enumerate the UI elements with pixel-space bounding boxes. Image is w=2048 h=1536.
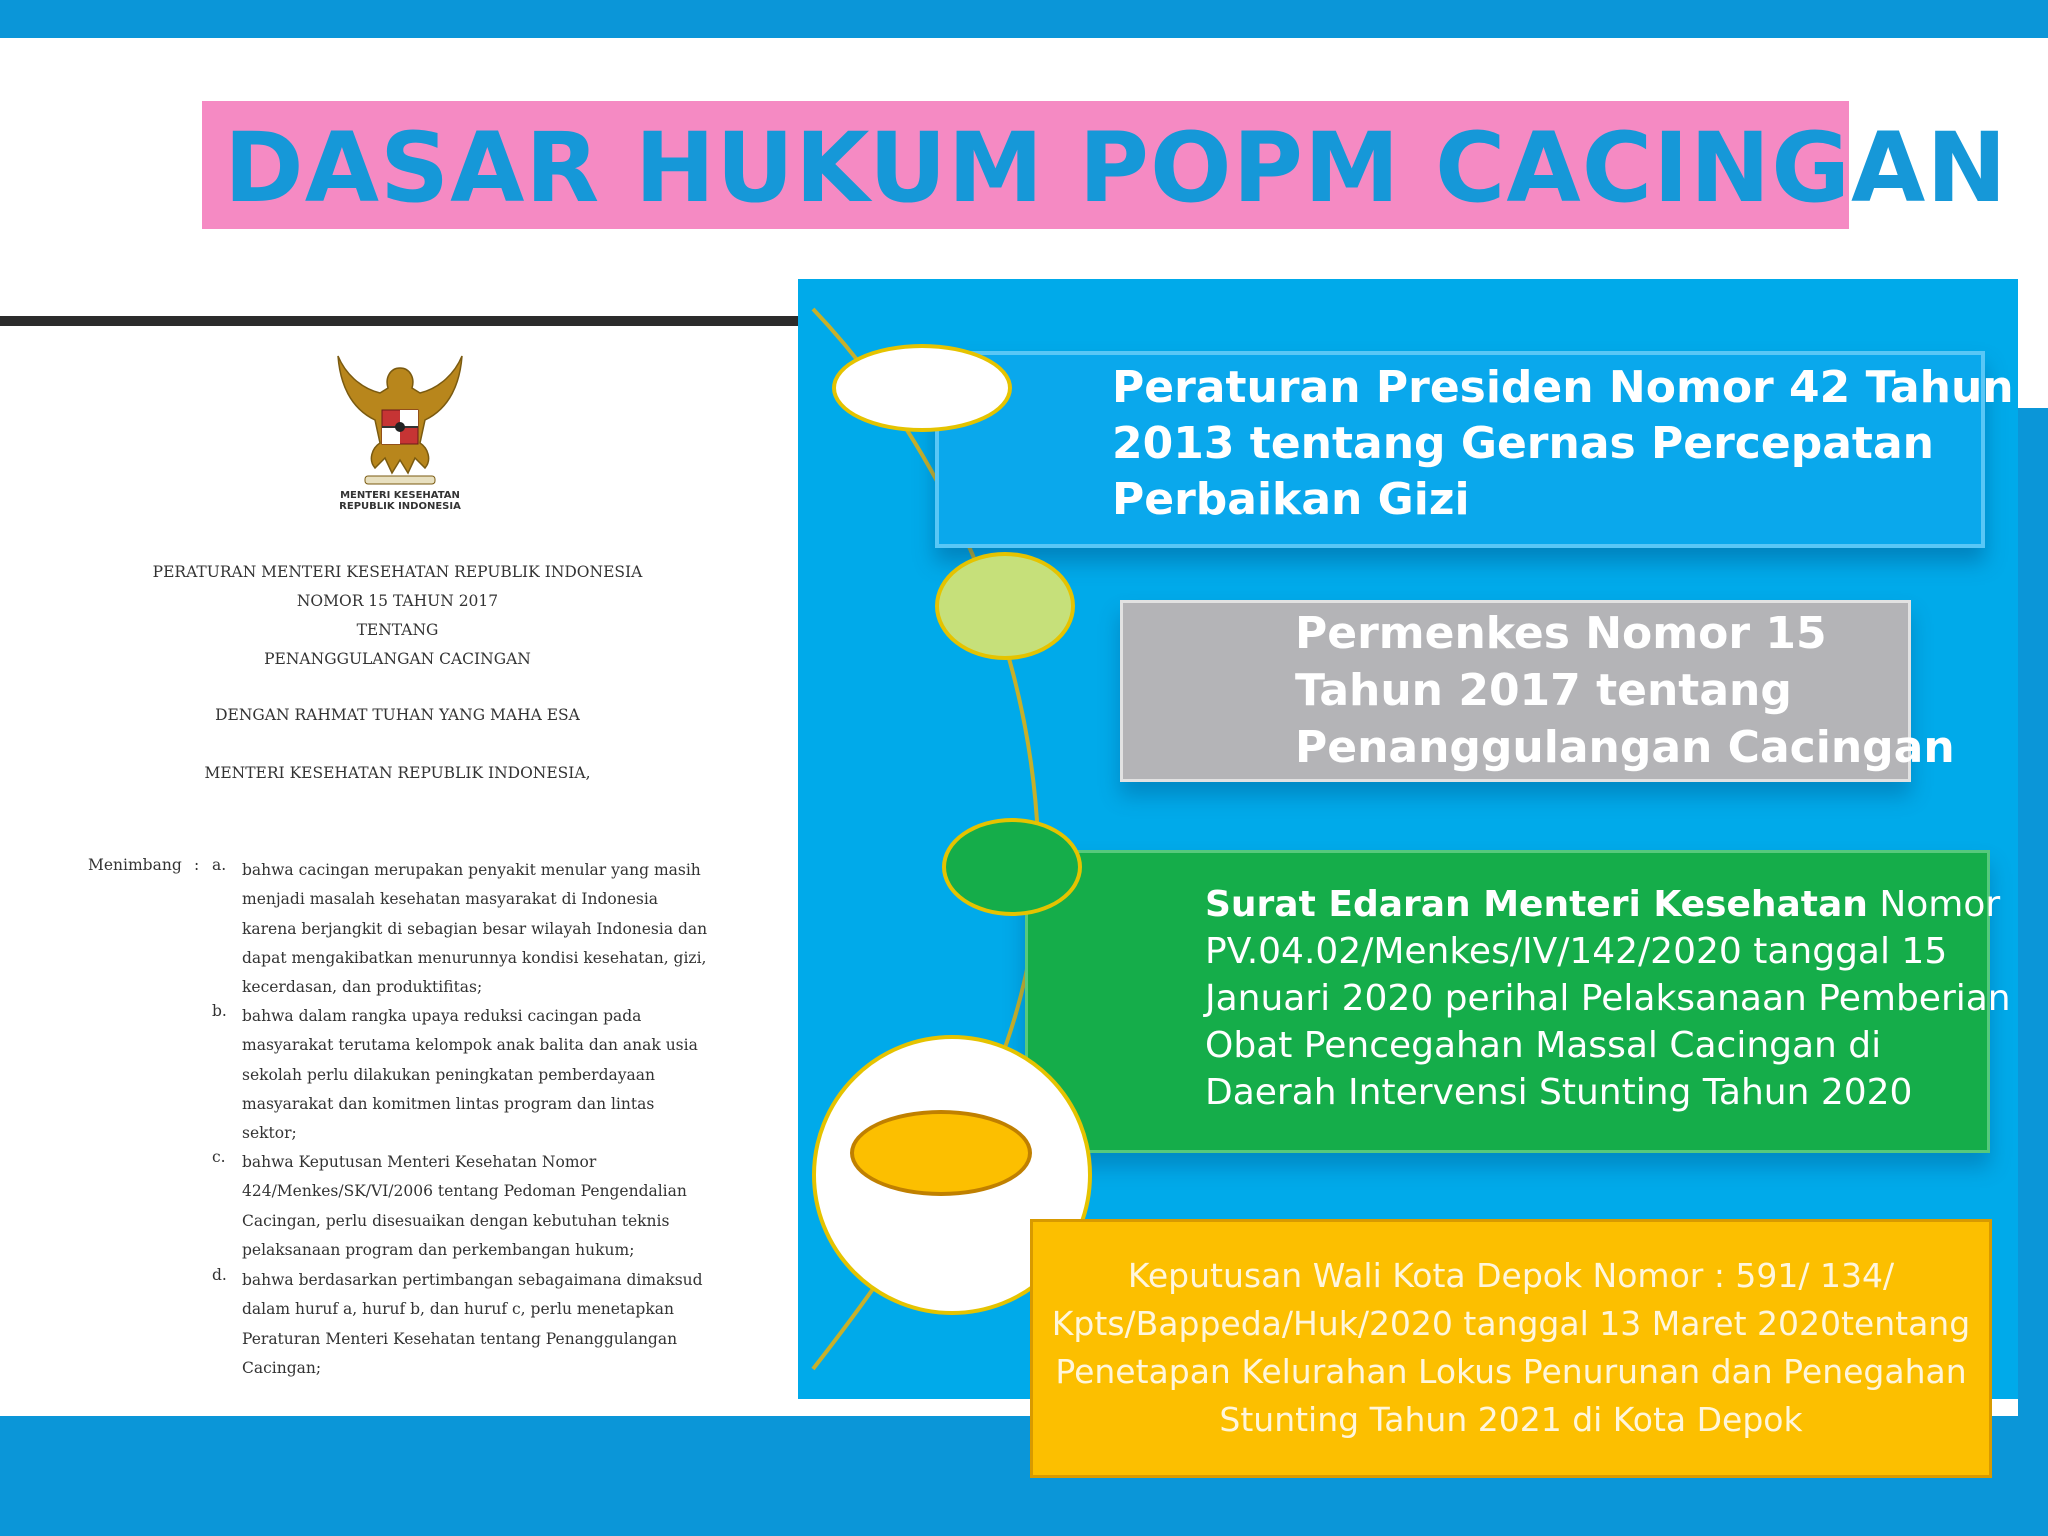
perpres-line: Perbaikan Gizi bbox=[1112, 474, 1470, 525]
item-b-line: masyarakat dan komitmen lintas program dan lintas bbox=[242, 1094, 655, 1113]
item-d-line: bahwa berdasarkan pertimbangan sebagaimana dimaksud bbox=[242, 1271, 703, 1289]
permenkes-text bbox=[1295, 605, 1955, 776]
item-c-line: Cacingan, perlu disesuaikan dengan kebutuhan teknis bbox=[242, 1211, 670, 1230]
surat-edaran-line: Daerah Intervensi Stunting Tahun 2020 bbox=[1205, 1072, 1913, 1113]
surat-edaran-title: Surat Edaran Menteri Kesehatan bbox=[1205, 884, 1868, 925]
surat-edaran-line: Obat Pencegahan Massal Cacingan di bbox=[1205, 1025, 1882, 1066]
item-c-line: pelaksanaan program dan perkembangan hukum; bbox=[242, 1240, 635, 1259]
permenkes-line: Permenkes Nomor 15 bbox=[1295, 608, 1827, 659]
document-heading-1: PERATURAN MENTERI KESEHATAN REPUBLIK INDONESIA bbox=[152, 563, 643, 581]
item-d-line: dalam huruf a, huruf b, dan huruf c, perlu menetapkan bbox=[242, 1300, 674, 1319]
regulation-document bbox=[0, 326, 800, 1416]
timeline-node-green bbox=[942, 818, 1082, 916]
document-minister: MENTERI KESEHATAN REPUBLIK INDONESIA, bbox=[204, 764, 591, 782]
document-top-border bbox=[0, 316, 800, 326]
garuda-emblem-icon bbox=[330, 348, 470, 498]
keputusan-line: Keputusan Wali Kota Depok Nomor : 591/ 134/ bbox=[1127, 1256, 1895, 1295]
item-a-line: karena berjangkit di sebagian besar wilayah Indonesia dan bbox=[242, 919, 708, 938]
item-b-marker: b. bbox=[212, 1002, 227, 1020]
item-a-line: dapat mengakibatkan menurunnya kondisi kesehatan, gizi, bbox=[242, 948, 707, 967]
item-d bbox=[242, 1266, 703, 1383]
top-accent-bar bbox=[0, 0, 2048, 38]
item-a-line: menjadi masalah kesehatan masyarakat di Indonesia bbox=[242, 890, 659, 909]
emblem-caption-2: REPUBLIK INDONESIA bbox=[339, 501, 461, 512]
keputusan-line: Stunting Tahun 2021 di Kota Depok bbox=[1219, 1400, 1803, 1439]
item-a bbox=[242, 856, 707, 1002]
timeline-node-lime bbox=[935, 552, 1075, 660]
menimbang-label: Menimbang bbox=[88, 856, 182, 874]
right-accent-strip bbox=[2018, 408, 2048, 1416]
surat-edaran-line: PV.04.02/Menkes/IV/142/2020 tanggal 15 bbox=[1205, 931, 1948, 972]
item-b-line: masyarakat terutama kelompok anak balita dan anak usia bbox=[242, 1036, 698, 1055]
timeline-node-yellow bbox=[850, 1110, 1032, 1196]
item-a-line: kecerdasan, dan produktifitas; bbox=[242, 978, 483, 997]
item-c bbox=[242, 1148, 687, 1265]
perpres-text bbox=[1112, 360, 2014, 528]
item-b-line: bahwa dalam rangka upaya reduksi cacingan pada bbox=[242, 1007, 642, 1025]
permenkes-line: Tahun 2017 tentang bbox=[1295, 665, 1792, 716]
surat-edaran-text bbox=[1205, 881, 2011, 1116]
item-d-marker: d. bbox=[212, 1266, 227, 1284]
item-b-line: sekolah perlu dilakukan peningkatan pemberdayaan bbox=[242, 1065, 655, 1084]
perpres-line: Peraturan Presiden Nomor 42 Tahun bbox=[1112, 362, 2014, 413]
slide-title: DASAR HUKUM POPM CACINGAN bbox=[224, 112, 2008, 224]
document-blessing: DENGAN RAHMAT TUHAN YANG MAHA ESA bbox=[215, 706, 580, 724]
menimbang-colon: : bbox=[194, 856, 200, 874]
item-b bbox=[242, 1002, 698, 1148]
document-heading-2: NOMOR 15 TAHUN 2017 bbox=[296, 592, 499, 610]
item-b-line: sektor; bbox=[242, 1124, 297, 1143]
item-a-marker: a. bbox=[212, 856, 227, 874]
document-heading-4: PENANGGULANGAN CACINGAN bbox=[264, 650, 531, 668]
timeline-node-white bbox=[832, 344, 1012, 432]
item-d-line: Cacingan; bbox=[242, 1358, 322, 1377]
item-c-marker: c. bbox=[212, 1148, 226, 1166]
item-d-line: Peraturan Menteri Kesehatan tentang Penanggulangan bbox=[242, 1329, 678, 1348]
emblem-caption-1: MENTERI KESEHATAN bbox=[340, 490, 460, 501]
item-c-line: 424/Menkes/SK/VI/2006 tentang Pedoman Pengendalian bbox=[242, 1182, 687, 1201]
item-c-line: bahwa Keputusan Menteri Kesehatan Nomor bbox=[242, 1153, 597, 1171]
surat-edaran-line: Januari 2020 perihal Pelaksanaan Pemberian bbox=[1205, 978, 2011, 1019]
keputusan-text bbox=[1040, 1252, 1982, 1444]
document-heading-3: TENTANG bbox=[356, 621, 439, 639]
keputusan-line: Penetapan Kelurahan Lokus Penurunan dan Penegahan bbox=[1055, 1352, 1967, 1391]
keputusan-line: Kpts/Bappeda/Huk/2020 tanggal 13 Maret 2020tentang bbox=[1051, 1304, 1971, 1343]
perpres-line: 2013 tentang Gernas Percepatan bbox=[1112, 418, 1934, 469]
item-a-line: bahwa cacingan merupakan penyakit menular yang masih bbox=[242, 861, 701, 879]
surat-edaran-lead: Nomor bbox=[1867, 884, 2001, 925]
permenkes-line: Penanggulangan Cacingan bbox=[1295, 722, 1955, 773]
